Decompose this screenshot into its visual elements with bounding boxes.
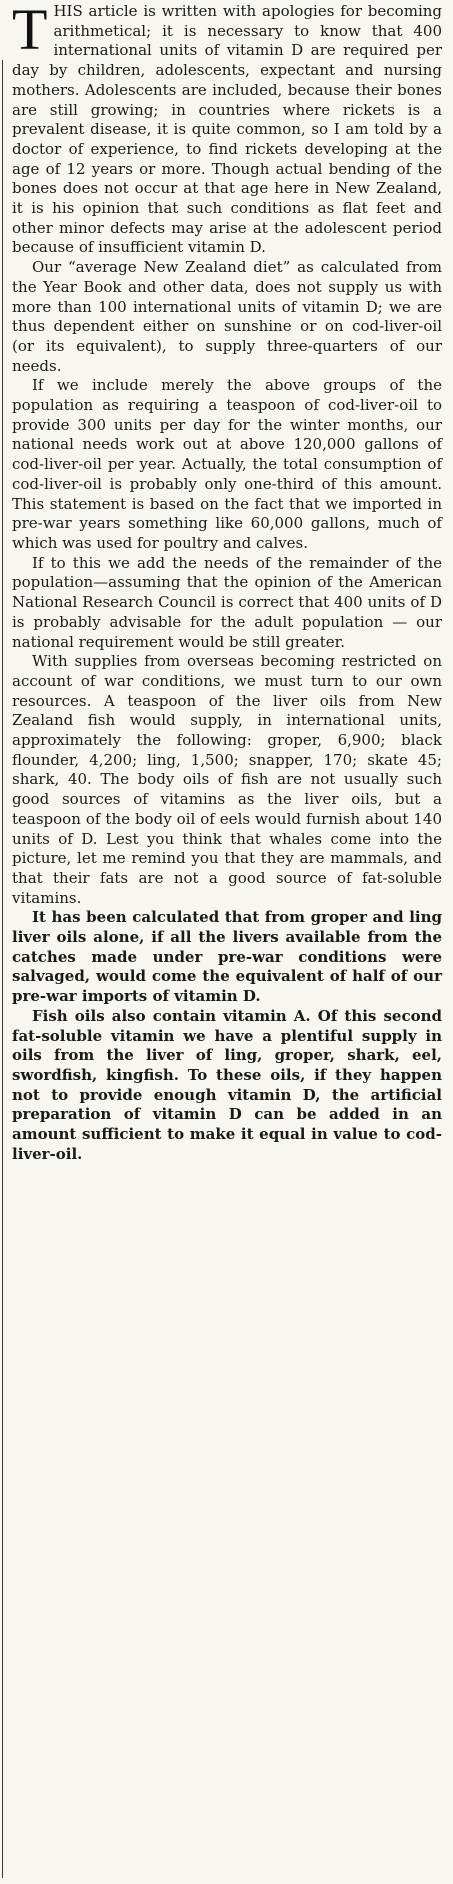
drop-cap: T: [12, 0, 48, 62]
paragraph-5: With supplies from overseas becoming restricted on account of war conditions, we must turn to our own resources. A teaspoon of the liver oils from New Zealand fish would supply, in international units, approximately the following: groper, 6,900; black flounder, 4,200; ling, 1,500; snapper, 170; skate 45; shark, 40. The body oils of fish are not usually such good sources of vitamins as the liver oils, but a teaspoon of the body oil of eels would furnish about 140 units of D. Lest you think that whales come into the picture, let me remind you that they are mammals, and that their fats are not a good source of fat-soluble vitamins.: [12, 652, 442, 907]
paragraph-1: [12, 2, 442, 258]
paragraph-2: Our “average New Zealand diet” as calculated from the Year Book and other data, does not supply us with more than 100 international units of vitamin D; we are thus dependent either on sunshine or on cod-liver-oil (or its equivalent), to supply three-quarters of our needs.: [12, 258, 442, 375]
paragraph-1-text: HIS article is written with apologies for becoming arithmetical; it is necessary to know that 400 international units of vitamin D are required per day by children, adolescents, expectant and nursing mothers. Adolescents are included, because their bones are still growing; in countries where rickets is a prevalent disease, it is quite common, so I am told by a doctor of experience, to find rickets developing at the age of 12 years or more. Though actual bending of the bones does not occur at that age here in New Zealand, it is his opinion that such conditions as flat feet and other minor defects may arise at the adolescent period because of insufficient vitamin D.: [12, 2, 442, 257]
paragraph-4: If to this we add the needs of the remainder of the population—assuming that the opinion of the American National Research Council is correct that 400 units of D is probably advisable for the adult population — our national requirement would be still greater.: [12, 553, 442, 651]
column-rule: [2, 60, 3, 1878]
article-body: [12, 2, 442, 1164]
paragraph-3: If we include merely the above groups of the population as requiring a teaspoon of cod-liver-oil to provide 300 units per day for the winter months, our national needs work out at above 120,000 gallons of cod-liver-oil per year. Actually, the total consumption of cod-liver-oil is probably only one-third of this amount. This statement is based on the fact that we imported in pre-war years something like 60,000 gallons, much of which was used for poultry and calves.: [12, 376, 442, 552]
paragraph-6: It has been calculated that from groper and ling liver oils alone, if all the livers available from the catches made under pre-war conditions were salvaged, would come the equivalent of half of our pre-war imports of vitamin D.: [12, 908, 442, 1006]
paragraph-7: Fish oils also contain vitamin A. Of this second fat-soluble vitamin we have a plentiful supply in oils from the liver of ling, groper, shark, eel, swordfish, kingfish. To these oils, if they happen not to provide enough vitamin D, the artificial preparation of vitamin D can be added in an amount sufficient to make it equal in value to cod-liver-oil.: [12, 1006, 442, 1163]
